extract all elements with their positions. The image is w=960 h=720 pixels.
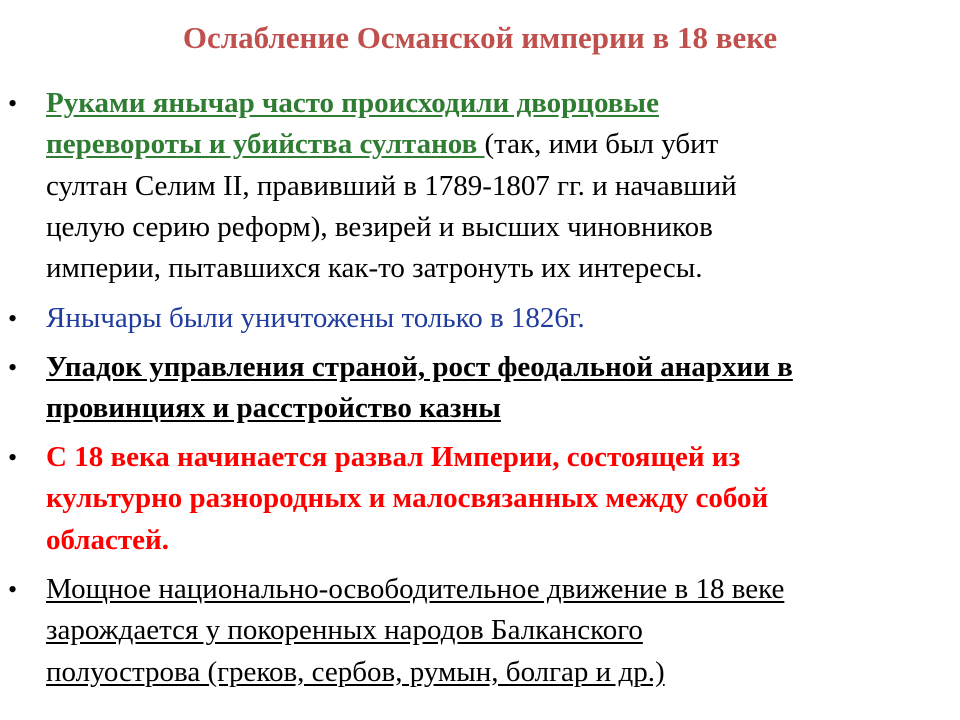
bullet-text [46,347,946,430]
text-segment: зарождается у покоренных народов Балканского [46,614,643,647]
bullet-line [46,569,946,610]
bullet-line [46,207,946,248]
text-segment: культурно разнородных и малосвязанных между собой [46,482,769,515]
bullet-line [46,166,946,207]
bullet-marker: • [8,353,18,382]
bullet-line [46,388,946,429]
text-segment: провинциях и расстройство казны [46,392,501,425]
bullet-text [46,298,946,339]
bullet-text [46,83,946,289]
text-segment: Янычары были уничтожены только в 1826г. [46,302,585,334]
bullet-line [46,437,946,478]
text-segment: С 18 века начинается развал Империи, состоящей из [46,441,741,473]
bullet-line [46,248,946,289]
bullet-line [46,347,946,388]
bullet-text [46,569,946,693]
text-segment: Руками янычар часто происходили дворцовые [46,87,659,119]
bullet-marker: • [8,304,18,333]
bullet-line [46,610,946,651]
bullet-marker: • [8,89,18,118]
text-segment: целую серию реформ), везирей и высших чиновников [46,210,713,243]
text-segment: полуострова (греков, сербов, румын, болгар и др.) [46,655,665,688]
text-segment: империи, пытавшихся как-то затронуть их интересы. [46,252,703,285]
bullet-line [46,520,946,561]
bullet-line [46,83,946,124]
bullet-line [46,478,946,519]
text-segment: султан Селим II, правивший в 1789-1807 гг. и начавший [46,169,737,202]
slide-title: Ослабление Османской империи в 18 веке [182,20,778,55]
bullet-line [46,298,946,339]
text-segment: Упадок управления страной, рост феодальной анархии в [46,351,793,383]
bullet-text [46,437,946,561]
bullet-marker: • [8,575,18,604]
bullet-line [46,124,946,165]
text-segment: (так, ими был убит [484,128,719,161]
text-segment: Мощное национально-освободительное движение в 18 веке [46,573,785,605]
bullet-marker: • [8,443,18,472]
bullet-line [46,652,946,693]
text-segment: перевороты и убийства султанов [46,128,485,161]
text-segment: областей. [46,523,169,556]
